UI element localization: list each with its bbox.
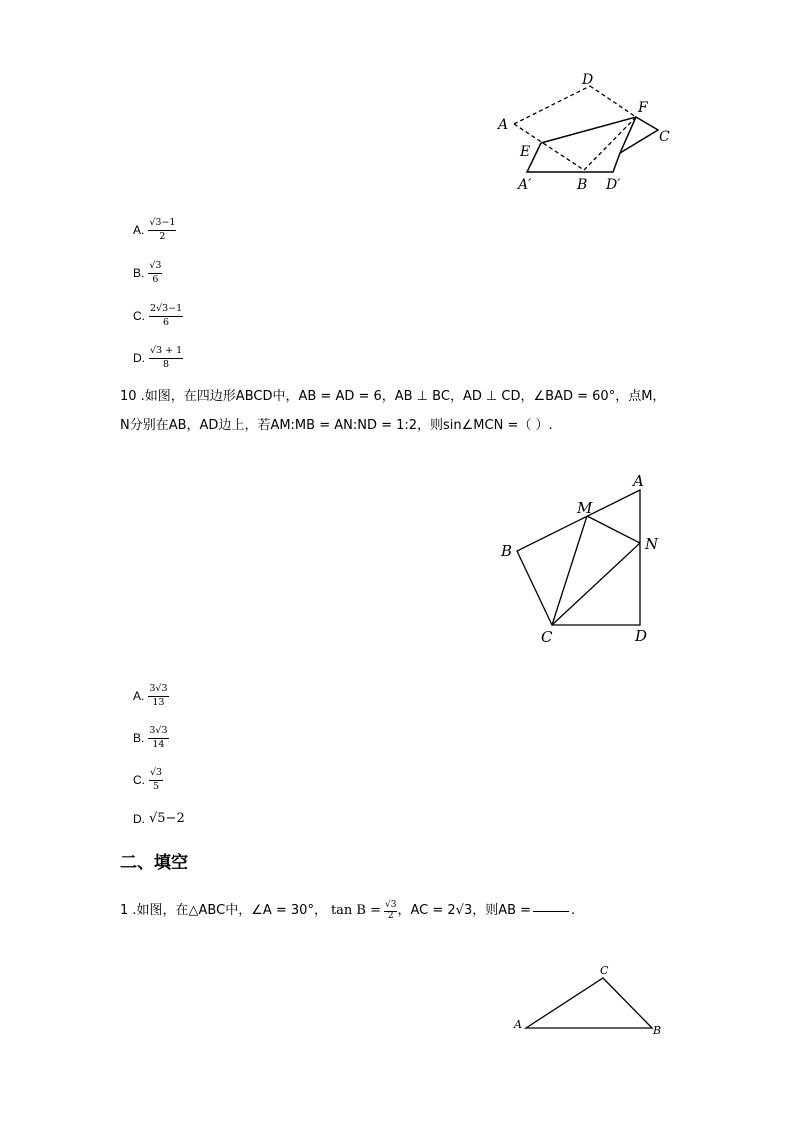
label-E: E [520, 144, 531, 160]
label-B: B [577, 177, 588, 193]
figure-3-diagram [505, 960, 675, 1040]
label-B: B [653, 1024, 662, 1037]
figure-1-diagram [490, 66, 680, 196]
q9-option-a[interactable] [133, 218, 176, 243]
figure-2-diagram [495, 470, 670, 650]
label-A-prime: A′ [518, 177, 532, 193]
label-N: N [645, 535, 659, 553]
fill1-suffix: ，AC = 2√3，则AB = [397, 903, 532, 918]
folded-shape [527, 117, 658, 172]
option-letter: D. [133, 811, 145, 826]
q10-option-c[interactable] [133, 768, 163, 793]
option-fraction: $\frac{2√3-1}{6}$ [150, 303, 183, 328]
option-letter: C. [133, 309, 145, 324]
option-fraction: $\frac{√3-1}{2}$ [149, 217, 176, 242]
option-fraction: $\frac{3√3}{14}$ [149, 725, 168, 750]
label-B: B [501, 542, 513, 560]
fill1-prefix: 1 .如图，在△ABC中，∠A = 30°， [120, 903, 327, 918]
label-F: F [638, 100, 648, 116]
option-letter: D. [133, 351, 145, 366]
option-fraction: $\frac{√3}{5}$ [150, 767, 163, 792]
triangle-ABC [526, 978, 652, 1028]
label-D: D [582, 72, 594, 88]
label-A: A [498, 117, 509, 133]
edge-DF [590, 86, 636, 117]
fill1-tan-fraction: $\frac{√3}{2}$ [385, 899, 397, 921]
label-C: C [659, 129, 670, 145]
option-letter: A. [133, 223, 145, 238]
label-D: D [635, 627, 648, 645]
q10-option-d[interactable] [133, 811, 185, 826]
section-title: 二、填空 [120, 853, 188, 873]
q9-option-b[interactable] [133, 261, 162, 286]
option-fraction: $\frac{√3}{6}$ [149, 260, 162, 285]
answer-blank[interactable] [533, 911, 569, 912]
label-A: A [633, 472, 644, 490]
fill1-end: . [571, 903, 576, 918]
q9-option-d[interactable] [133, 346, 183, 371]
fill1-tan-label: tan B = [330, 903, 382, 918]
edge-BF [584, 117, 636, 170]
option-letter: C. [133, 773, 145, 788]
option-letter: B. [133, 266, 145, 281]
label-C: C [541, 628, 553, 646]
segment-MN [587, 516, 640, 543]
label-M: M [577, 499, 593, 517]
label-D-prime: D′ [606, 177, 621, 193]
option-expression: √5−2 [149, 811, 185, 826]
fill-question-1 [120, 900, 575, 922]
q10-option-b[interactable] [133, 726, 169, 751]
option-fraction: $\frac{√3 + 1}{8}$ [150, 345, 183, 370]
option-fraction: $\frac{3√3}{13}$ [149, 683, 168, 708]
q9-option-c[interactable] [133, 304, 183, 329]
option-letter: A. [133, 689, 145, 704]
label-C: C [600, 964, 609, 977]
q10-line-1: 10 .如图，在四边形ABCD中，AB = AD = 6，AB ⊥ BC，AD ⊥ CD，∠BAD = 60°，点M， [120, 389, 666, 404]
q10-option-a[interactable] [133, 684, 169, 709]
label-A: A [514, 1018, 522, 1031]
edge-AD [514, 86, 590, 124]
q10-line-2: N分别在AB，AD边上，若AM:MB = AN:ND = 1:2，则sin∠MCN =（ ）. [120, 418, 553, 433]
option-letter: B. [133, 731, 145, 746]
